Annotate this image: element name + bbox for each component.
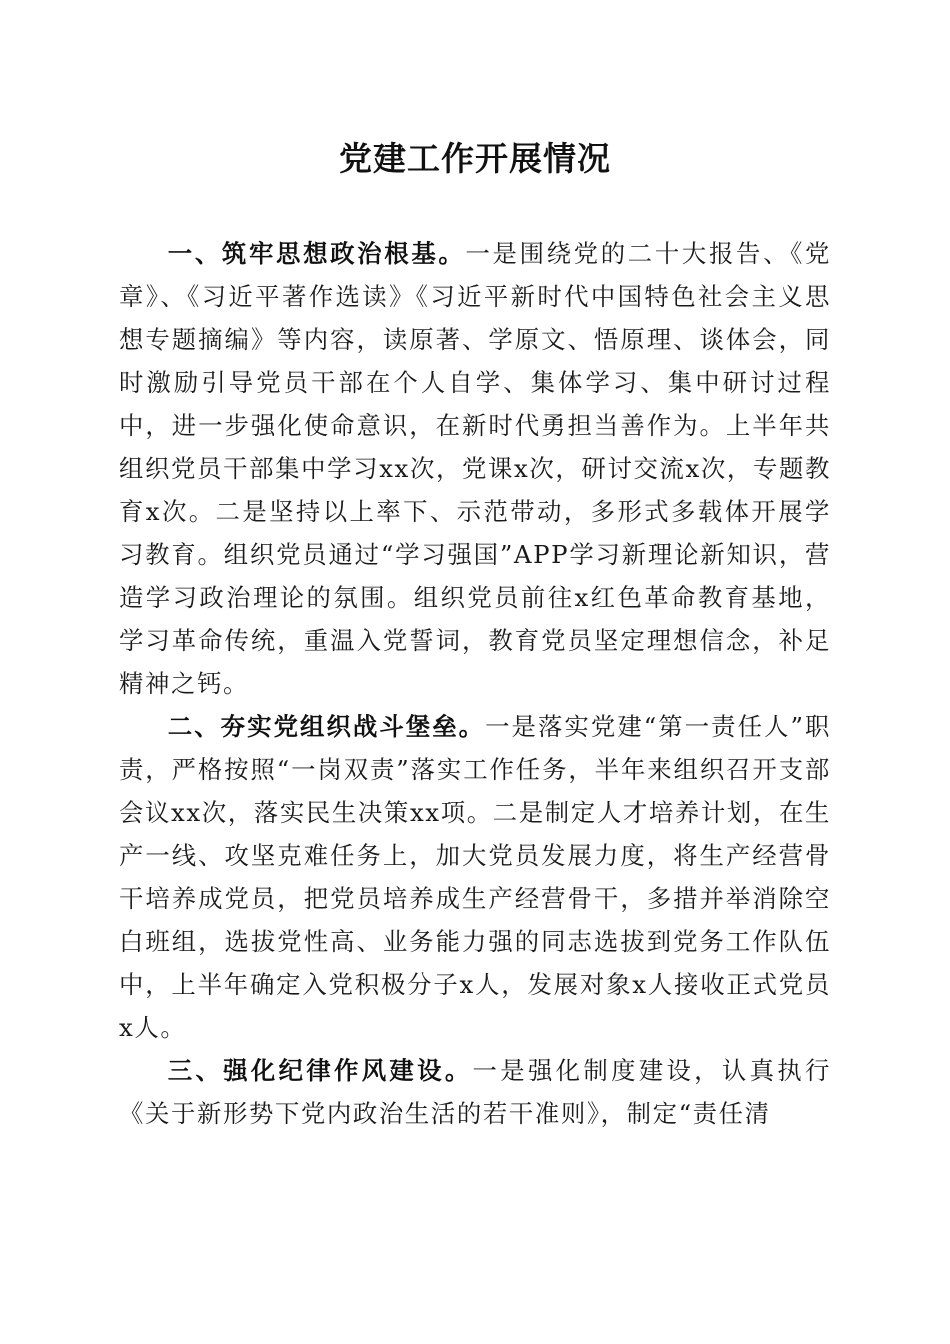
section-2-text: 一是落实党建“第一责任人”职责，严格按照“一岗双责”落实工作任务，半年来组织召开支部会议xx次，落实民生决策xx项。二是制定人才培养计划，在生产一线、攻坚克难任务上，加大党员发展力度，将生产经营骨干培养成党员，把党员培养成生产经营骨干，多措并举消除空白班组，选拔党性高、业务能力强的同志选拔到党务工作队伍中，上半年确定入党积极分子x人，发展对象x人接收正式党员x人。 — [119, 712, 832, 1042]
section-3-paragraph — [119, 1049, 831, 1135]
document-body — [119, 232, 831, 1135]
section-3-text: 一是强化制度建设，认真执行《关于新形势下党内政治生活的若干准则》，制定“责任清 — [119, 1056, 831, 1128]
document-title: 党建工作开展情况 — [339, 139, 611, 178]
section-3-heading: 三、强化纪律作风建设。 — [167, 1056, 473, 1085]
section-1-paragraph — [119, 232, 831, 705]
section-1-heading: 一、筑牢思想政治根基。 — [167, 239, 466, 268]
section-2-heading: 二、夯实党组织战斗堡垒。 — [167, 712, 486, 741]
section-1-text: 一是围绕党的二十大报告、《党章》、《习近平著作选读》《习近平新时代中国特色社会主义思想专题摘编》等内容，读原著、学原文、悟原理、谈体会，同时激励引导党员干部在个人自学、集体学习、集中研讨过程中，进一步强化使命意识，在新时代勇担当善作为。上半年共组织党员干部集中学习xx次，党课x次，研讨交流x次，专题教育x次。二是坚持以上率下、示范带动，多形式多载体开展学习教育。组织党员通过“学习强国”APP学习新理论新知识，营造学习政治理论的氛围。组织党员前往x红色革命教育基地，学习革命传统，重温入党誓词，教育党员坚定理想信念，补足精神之钙。 — [119, 239, 832, 698]
section-2-paragraph — [119, 705, 831, 1049]
